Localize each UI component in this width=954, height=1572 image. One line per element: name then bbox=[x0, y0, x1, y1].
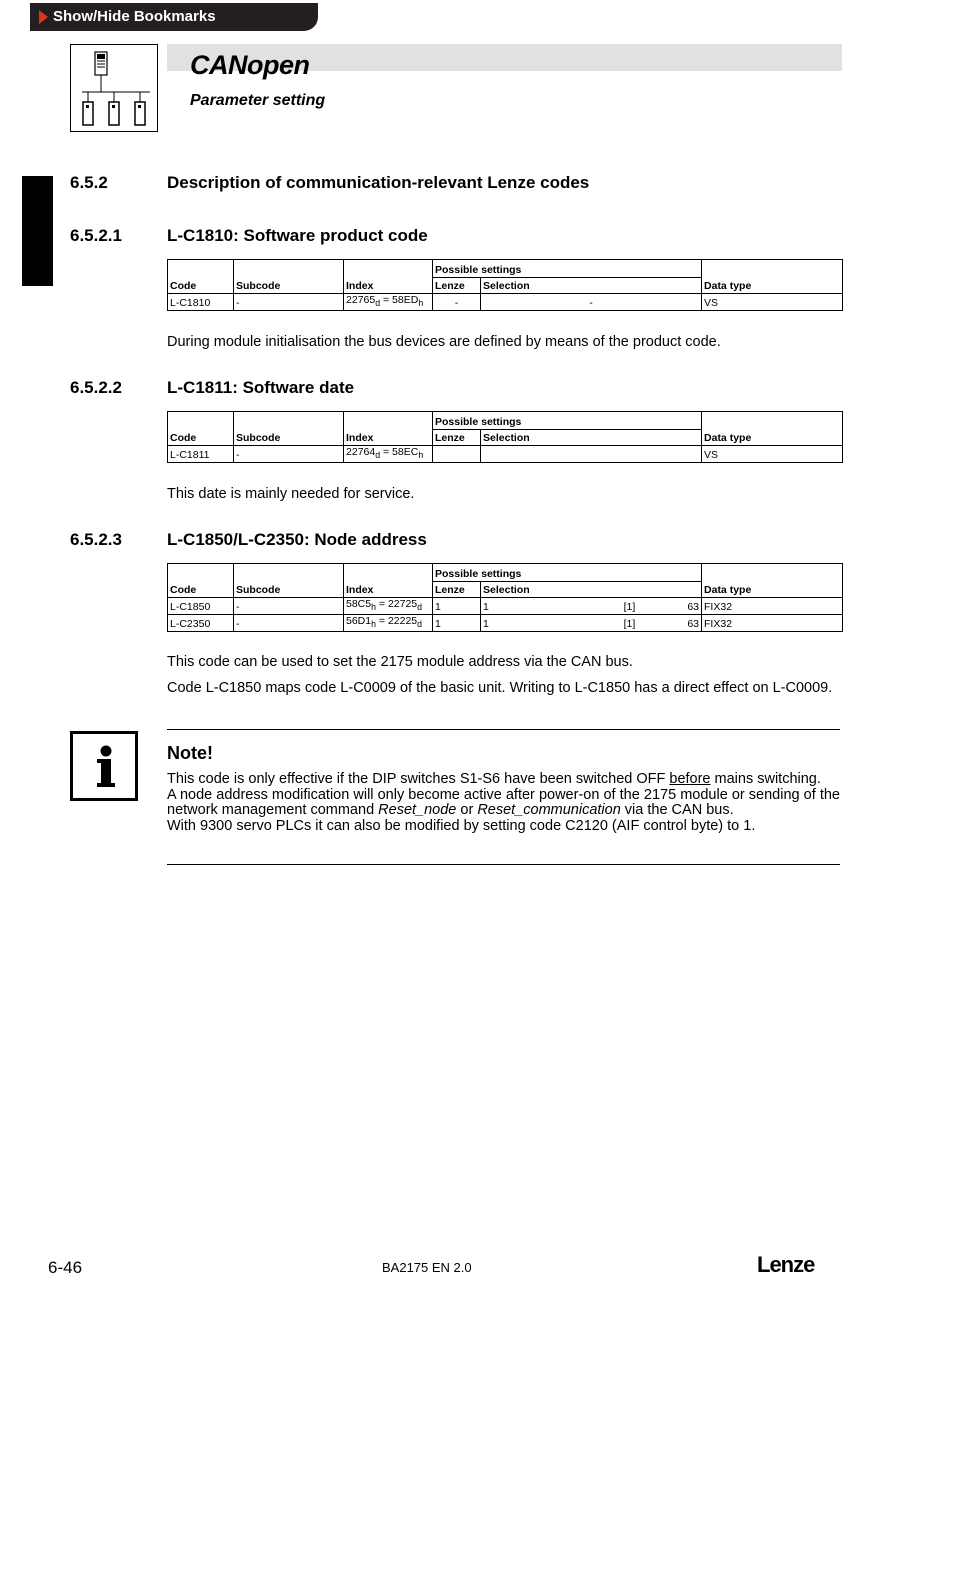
table-row bbox=[168, 598, 843, 615]
cell-index: $58C5_h = 22725_d$ bbox=[344, 598, 433, 615]
subsection-number: 6.5.2.3 bbox=[70, 530, 122, 549]
col-lenze: Lenze bbox=[433, 278, 481, 294]
cell-selection bbox=[481, 446, 702, 463]
note-title: Note! bbox=[167, 743, 213, 763]
col-lenze: Lenze bbox=[433, 430, 481, 446]
col-lenze: Lenze bbox=[433, 582, 481, 598]
cell-selection: 1 [1] 63 bbox=[481, 598, 702, 615]
cell-index: $22764_d = 58EC_h$ bbox=[344, 446, 433, 463]
col-subcode: Subcode bbox=[234, 412, 344, 446]
cell-selection: 1 [1] 63 bbox=[481, 615, 702, 632]
paragraph: This code can be used to set the 2175 module address via the CAN bus. bbox=[167, 654, 633, 670]
subsection-title: L-C1811: Software date bbox=[167, 378, 355, 397]
cell-subcode: - bbox=[234, 446, 344, 463]
subsection-title: L-C1850/L-C2350: Node address bbox=[167, 530, 427, 549]
paragraph: During module initialisation the bus devices are defined by means of the product code. bbox=[167, 334, 721, 350]
page-number: 6-46 bbox=[48, 1258, 83, 1277]
parameter-table bbox=[167, 259, 843, 311]
note-paragraph: A node address modification will only become active after power-on of the 2175 module or sending of the network management command Reset_node or Reset_communication via the CAN bus. bbox=[167, 786, 840, 818]
col-index: Index bbox=[344, 260, 433, 294]
col-subcode: Subcode bbox=[234, 564, 344, 598]
page-title: CANopen bbox=[190, 50, 310, 80]
section-number: 6.5.2 bbox=[70, 173, 108, 192]
triangle-right-icon bbox=[39, 10, 48, 24]
cell-data-type: FIX32 bbox=[702, 598, 843, 615]
cell-lenze: 1 bbox=[433, 615, 481, 632]
bookmark-label: Show/Hide Bookmarks bbox=[53, 8, 216, 25]
section-title: Description of communication-relevant Lenze codes bbox=[167, 173, 590, 192]
col-subcode: Subcode bbox=[234, 260, 344, 294]
chapter-tab bbox=[22, 176, 53, 286]
note-body bbox=[167, 772, 840, 834]
col-selection: Selection bbox=[481, 430, 702, 446]
cell-index: $22765_d = 58ED_h$ bbox=[344, 294, 433, 311]
col-data-type: Data type bbox=[702, 412, 843, 446]
table-row bbox=[168, 446, 843, 463]
cell-code: L-C1811 bbox=[168, 446, 234, 463]
cell-selection: - bbox=[481, 294, 702, 311]
note-paragraph: With 9300 servo PLCs it can also be modified by setting code C2120 (AIF control byte) to 1. bbox=[167, 817, 756, 834]
network-topology-icon bbox=[70, 44, 158, 132]
show-hide-bookmarks-button[interactable] bbox=[30, 3, 318, 31]
cell-lenze: - bbox=[433, 294, 481, 311]
cell-code: L-C2350 bbox=[168, 615, 234, 632]
lenze-logo: Lenze bbox=[757, 1252, 815, 1277]
cell-index: $56D1_h = 22225_d$ bbox=[344, 615, 433, 632]
table-row bbox=[168, 615, 843, 632]
cell-lenze: 1 bbox=[433, 598, 481, 615]
col-code: Code bbox=[168, 564, 234, 598]
subsection-number: 6.5.2.2 bbox=[70, 378, 122, 397]
paragraph: Code L-C1850 maps code L-C0009 of the basic unit. Writing to L-C1850 has a direct effect on L-C0009. bbox=[167, 680, 833, 696]
cell-subcode: - bbox=[234, 615, 344, 632]
col-possible-settings: Possible settings bbox=[433, 260, 702, 278]
col-data-type: Data type bbox=[702, 564, 843, 598]
cell-code: L-C1850 bbox=[168, 598, 234, 615]
cell-data-type: VS bbox=[702, 294, 843, 311]
info-icon bbox=[70, 731, 138, 801]
col-index: Index bbox=[344, 412, 433, 446]
col-selection: Selection bbox=[481, 582, 702, 598]
cell-data-type: FIX32 bbox=[702, 615, 843, 632]
cell-subcode: - bbox=[234, 294, 344, 311]
note-paragraph: This code is only effective if the DIP switches S1-S6 have been switched OFF before mains switching. bbox=[167, 771, 821, 787]
cell-lenze bbox=[433, 446, 481, 463]
subsection-number: 6.5.2.1 bbox=[70, 226, 122, 245]
divider bbox=[167, 729, 840, 730]
parameter-table bbox=[167, 411, 843, 463]
col-selection: Selection bbox=[481, 278, 702, 294]
subsection-title: L-C1810: Software product code bbox=[167, 226, 428, 245]
paragraph: This date is mainly needed for service. bbox=[167, 486, 415, 502]
col-code: Code bbox=[168, 412, 234, 446]
col-data-type: Data type bbox=[702, 260, 843, 294]
table-row bbox=[168, 294, 843, 311]
divider bbox=[167, 864, 840, 865]
col-possible-settings: Possible settings bbox=[433, 564, 702, 582]
cell-subcode: - bbox=[234, 598, 344, 615]
parameter-table bbox=[167, 563, 843, 632]
page-subtitle: Parameter setting bbox=[190, 92, 326, 109]
col-index: Index bbox=[344, 564, 433, 598]
col-code: Code bbox=[168, 260, 234, 294]
col-possible-settings: Possible settings bbox=[433, 412, 702, 430]
document-id: BA2175 EN 2.0 bbox=[382, 1260, 472, 1275]
cell-code: L-C1810 bbox=[168, 294, 234, 311]
cell-data-type: VS bbox=[702, 446, 843, 463]
